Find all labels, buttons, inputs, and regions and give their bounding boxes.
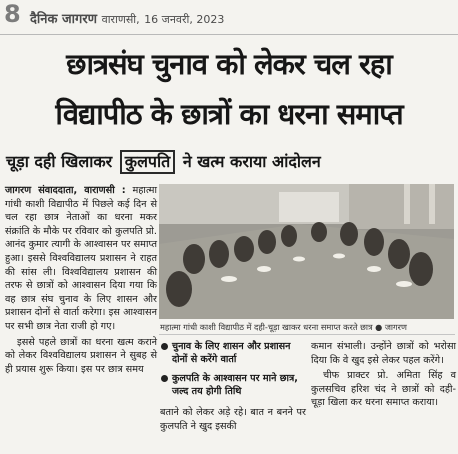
photo-caption [160, 322, 455, 333]
byline: जागरण संवाददाता, वाराणसी : [5, 185, 126, 196]
subheadline-before: चूड़ा दही खिलाकर [6, 152, 113, 171]
article-column-1 [5, 184, 157, 378]
protest-photo [159, 184, 454, 319]
subheadline [6, 150, 321, 174]
newspaper-name: दैनिक जागरण [30, 12, 98, 27]
article-paragraph [5, 184, 157, 334]
edition-date: 16 जनवरी, 2023 [144, 13, 225, 26]
highlights-box [160, 340, 308, 404]
article-column-2 [160, 406, 306, 435]
article-paragraph: बताने को लेकर अड़े रहे। बात न बनने पर कुलपति ने खुद इसकी [160, 407, 306, 432]
caption-text: महात्मा गांधी काशी विद्यापीठ में दही-चूड़ा खाकर धरना समाप्त करते छात्र [160, 322, 373, 332]
article-paragraph: चीफ प्राक्टर प्रो. अमिता सिंह व कुलसचिव हरिश चंद ने छात्रों को दही-चूड़ा खिला कर धरना समाप्त कराया। [311, 370, 456, 409]
page-number: 8 [4, 0, 21, 28]
article-text: महात्मा गांधी काशी विद्यापीठ में पिछले कई दिन से चल रहा छात्र नेताओं का धरना मकर संक्रांति के मौके पर रविवार को कुलपति प्रो. आनंद कुमार त्यागी के आश्वासन पर समाप्त हुआ। इससे विश्वविद्यालय प्रशासन ने राहत की सांस ली। विश्वविद्यालय प्रशासन की तरफ से छात्रों को आश्वासन दिया गया कि वह छात्र संघ चुनाव के लिए शासन और प्रशासन दोनों से वार्ता करेगा। इस आश्वासन पर सभी छात्र नेता राजी हो गए। [5, 185, 157, 332]
headline-line-1: छात्रसंघ चुनाव को लेकर चल रहा [66, 47, 392, 81]
caption-divider [159, 334, 455, 335]
article-column-3 [311, 340, 456, 412]
article-paragraph: इससे पहले छात्रों का धरना खत्म कराने को लेकर विश्वविद्यालय प्रशासन ने सुबह से ही प्रयास शुरू किया। इस पर छात्र समय [5, 336, 157, 375]
highlight-item [160, 372, 308, 398]
masthead-bar [0, 0, 458, 35]
headline-line-2: विद्यापीठ के छात्रों का धरना समाप्त [55, 97, 403, 131]
bullet-icon [161, 375, 168, 382]
masthead-line [30, 9, 224, 27]
subheadline-after: ने खत्म कराया आंदोलन [182, 152, 321, 171]
bullet-icon [161, 343, 168, 350]
article-paragraph: कमान संभाली। उन्होंने छात्रों को भरोसा दिया कि वे खुद इसे लेकर पहल करेंगे। [311, 341, 456, 366]
photo-credit: ● जागरण [375, 322, 407, 332]
subheadline-highlight: कुलपति [120, 150, 176, 174]
highlight-text: चुनाव के लिए शासन और प्रशासन दोनों से करेंगे वार्ता [172, 341, 291, 365]
edition-city: वाराणसी, [101, 13, 140, 26]
highlight-item [160, 340, 308, 366]
highlight-text: कुलपति के आश्वासन पर माने छात्र, जल्द तय होगी तिथि [172, 373, 298, 397]
photo-illustration [159, 184, 454, 319]
